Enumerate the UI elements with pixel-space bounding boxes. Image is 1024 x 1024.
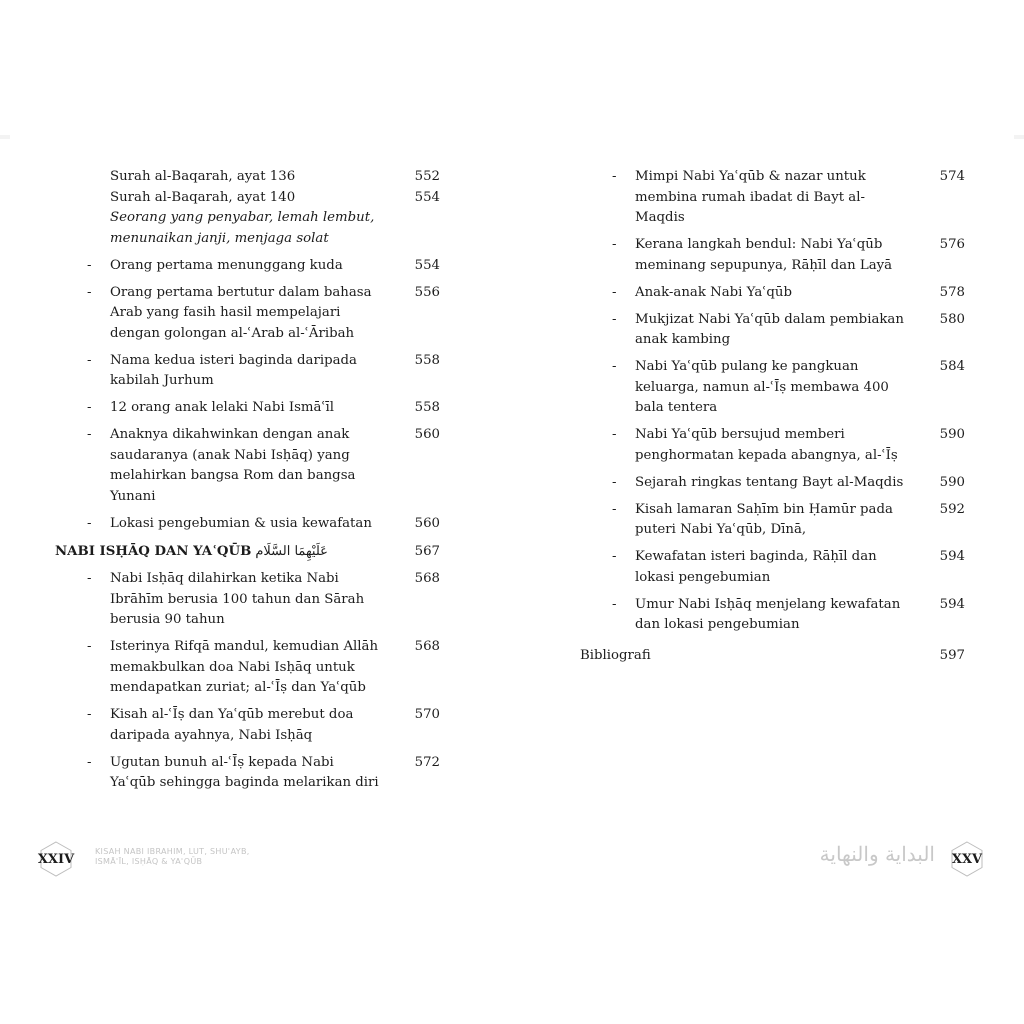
list-dash: - [87,515,92,531]
list-dash: - [612,169,617,184]
toc-entry-text: Nama kedua isteri baginda daripada kabilah Jurhum [110,352,357,388]
list-dash: - [612,501,617,517]
toc-bibliography [580,646,965,667]
toc-entry-text: Surah al-Baqarah, ayat 140 [110,189,296,205]
toc-entry-page: 590 [939,427,965,442]
toc-entry-page: 556 [414,284,440,300]
toc-entry [55,188,440,209]
arabic-honorific: عَلَيْهِمَا السَّلَام [255,544,328,559]
toc-subentry [55,351,440,392]
toc-entry-text: Nabi Yaʿqūb pulang ke pangkuan keluarga, namun al-ʿĪṣ membawa 400 bala tentera [635,359,889,415]
toc-entry-text: 12 orang anak lelaki Nabi Ismāʿīl [110,400,335,415]
toc-subentry [580,473,965,494]
arabic-running-title: البداية والنهاية [819,842,935,866]
toc-entry-text: Anaknya dikahwinkan dengan anak saudaranya (anak Nabi Isḥāq) yang melahirkan bangsa Rom dan bangsa Yunani [110,427,356,504]
toc-subentry [55,514,440,535]
page-edge-right [1014,135,1024,139]
list-dash: - [87,352,92,368]
toc-entry-text: Kisah lamaran Saḥīm bin Ḥamūr pada puteri Nabi Yaʿqūb, Dīnā, [635,501,893,537]
toc-subentry [55,569,440,631]
list-dash: - [87,257,92,273]
toc-subentry [55,705,440,746]
toc-entry-page: 592 [939,501,965,517]
toc-entry-text: Nabi Isḥāq dilahirkan ketika Nabi Ibrāhīm berusia 100 tahun dan Sārah berusia 90 tahun [110,571,365,627]
toc-entry-page: 558 [414,400,440,415]
running-title-line: KISAH NABI IBRAHIM, LUT, SHUʿAYB, [95,847,250,856]
list-dash: - [87,754,92,770]
list-dash: - [612,427,617,442]
toc-subentry [580,310,965,351]
chapter-heading [55,542,440,563]
toc-subentry [580,547,965,588]
toc-entry [55,167,440,188]
toc-subentry [55,398,440,419]
toc-subentry [580,167,965,229]
list-dash: - [87,284,92,300]
toc-subentry [580,235,965,276]
toc-entry-page: 578 [939,284,965,300]
list-dash: - [612,237,617,252]
chapter-title: NABI ISḤĀQ DAN YAʿQŪB [55,544,252,559]
toc-entry-text: Orang pertama bertutur dalam bahasa Arab yang fasih hasil mempelajari dengan golongan al-ʿArab al-ʿĀribah [110,284,372,341]
toc-subentry [55,283,440,345]
list-dash: - [87,427,92,442]
right-page-contents [580,167,965,666]
right-page-number [948,840,986,878]
list-dash: - [87,571,92,586]
toc-entry-text: Anak-anak Nabi Yaʿqūb [635,284,793,300]
toc-entry-page: 560 [414,515,440,531]
list-dash: - [612,474,617,490]
toc-subentry [580,425,965,466]
list-dash: - [612,284,617,300]
list-dash: - [87,707,92,722]
toc-subentry [55,637,440,699]
toc-entry-text: Seorang yang penyabar, lemah lembut, menunaikan janji, menjaga solat [110,210,375,246]
toc-subentry [55,256,440,277]
toc-entry-text: Mukjizat Nabi Yaʿqūb dalam pembiakan anak kambing [635,311,904,347]
toc-entry-page: 574 [939,169,965,184]
toc-entry-text: Lokasi pengebumian & usia kewafatan [110,515,372,531]
toc-subentry [580,283,965,304]
toc-subentry [55,753,440,794]
list-dash: - [612,359,617,374]
toc-entry-text: Kisah al-ʿĪṣ dan Yaʿqūb merebut doa daripada ayahnya, Nabi Isḥāq [110,707,354,743]
toc-entry-page: 567 [414,544,440,559]
toc-entry-page: 594 [939,549,965,564]
toc-entry-text: Ugutan bunuh al-ʿĪṣ kepada Nabi Yaʿqūb sehingga baginda melarikan diri [110,754,379,790]
toc-entry-text: Isterinya Rifqā mandul, kemudian Allāh memakbulkan doa Nabi Isḥāq untuk mendapatkan zuriat; al-ʿĪṣ dan Yaʿqūb [110,639,379,695]
toc-entry-text: Kewafatan isteri baginda, Rāḥīl dan lokasi pengebumian [635,549,877,585]
list-dash: - [612,311,617,327]
toc-entry-page: 568 [414,571,440,586]
toc-subentry [580,500,965,541]
toc-entry-text: Orang pertama menunggang kuda [110,257,343,273]
toc-entry-page: 584 [939,359,965,374]
toc-entry-text: Surah al-Baqarah, ayat 136 [110,169,296,184]
list-dash: - [612,549,617,564]
toc-entry-page: 590 [939,474,965,490]
toc-entry-text: Umur Nabi Isḥāq menjelang kewafatan dan lokasi pengebumian [635,596,901,632]
toc-entry-text: Sejarah ringkas tentang Bayt al-Maqdis [635,474,904,490]
list-dash: - [87,400,92,415]
toc-entry-page: 594 [939,596,965,612]
page-number-text: XXIV [37,851,75,867]
toc-entry-page: 552 [414,169,440,184]
toc-entry-page: 572 [414,754,440,770]
toc-entry-text: Kerana langkah bendul: Nabi Yaʿqūb meminang sepupunya, Rāḥīl dan Layā [635,237,893,273]
toc-entry-page: 576 [939,237,965,252]
toc-entry-text: Bibliografi [580,647,651,663]
toc-entry-page: 568 [414,639,440,654]
toc-subentry [580,357,965,419]
running-title [95,847,295,867]
page-number-text: XXV [951,851,983,867]
toc-subentry [580,595,965,636]
toc-entry-page: 570 [414,707,440,722]
toc-entry-page: 554 [414,257,440,273]
toc-entry-page: 597 [939,647,965,663]
toc-subentry [55,425,440,507]
page-edge-left [0,135,10,139]
toc-entry-text: Mimpi Nabi Yaʿqūb & nazar untuk membina rumah ibadat di Bayt al-Maqdis [635,169,866,225]
toc-entry-page: 560 [414,427,440,442]
toc-entry-page: 580 [939,311,965,327]
list-dash: - [87,639,92,654]
left-page-contents [55,167,440,794]
left-page-number [37,840,75,878]
running-title-line: ISMĀʿĪL, ISḤĀQ & YAʿQŪB [95,857,203,866]
toc-entry-page: 554 [414,189,440,205]
toc-entry-text: Nabi Yaʿqūb bersujud memberi penghormatan kepada abangnya, al-ʿĪṣ [635,427,898,463]
toc-entry [55,208,440,249]
toc-entry-page: 558 [414,352,440,368]
list-dash: - [612,596,617,612]
